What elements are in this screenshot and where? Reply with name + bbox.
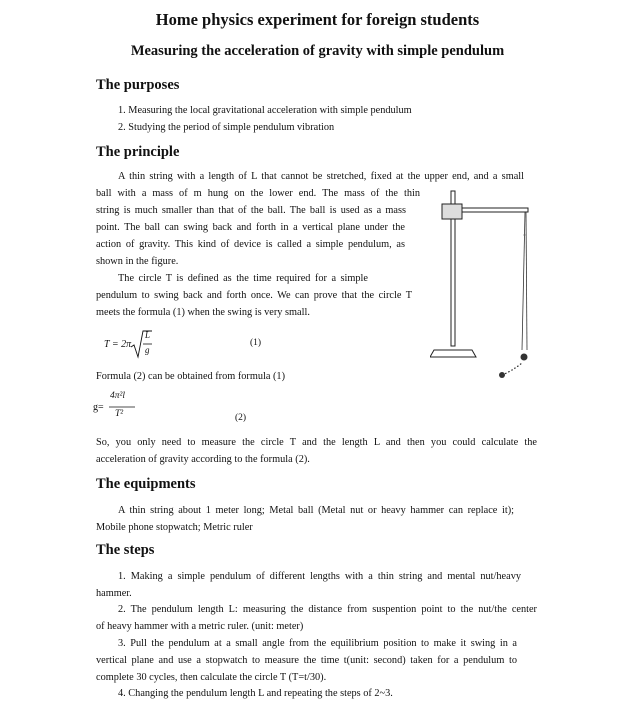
horizontal-arm bbox=[462, 208, 528, 212]
equipments-line: Mobile phone stopwatch; Metric ruler bbox=[96, 522, 253, 533]
formula-1-lhs: T = 2π bbox=[104, 339, 132, 350]
formula-1-numerator: L bbox=[145, 330, 151, 340]
principle-line: pendulum to swing back and forth once. We can prove that the circle T bbox=[96, 290, 412, 301]
document-subtitle: Measuring the acceleration of gravity with simple pendulum bbox=[130, 43, 505, 59]
step-line: vertical plane and use a stopwatch to measure the time t(unit: second) taken for a pendulum to bbox=[96, 655, 517, 666]
simple-pendulum-figure bbox=[430, 185, 550, 385]
step-line: of heavy hammer with a metric ruler. (unit: meter) bbox=[96, 621, 304, 632]
formula-1 bbox=[100, 328, 280, 364]
formula-1-denominator: g bbox=[145, 345, 150, 355]
purposes-heading: The purposes bbox=[96, 77, 180, 93]
formula-1-label: (1) bbox=[250, 338, 262, 348]
step-line: complete 30 cycles, then calculate the circle T (T=t/30). bbox=[96, 672, 327, 683]
step-line: 2. The pendulum length L: measuring the distance from suspention point to the nut/the center bbox=[118, 604, 537, 615]
stand-clamp bbox=[442, 204, 462, 219]
formula-2-intro: Formula (2) can be obtained from formula (1) bbox=[96, 371, 285, 382]
steps-heading: The steps bbox=[96, 542, 155, 558]
purpose-item: 2. Studying the period of simple pendulum vibration bbox=[118, 122, 335, 133]
principle-line: shown in the figure. bbox=[96, 256, 179, 267]
purpose-item: 1. Measuring the local gravitational acceleration with simple pendulum bbox=[118, 105, 412, 116]
step-line: hammer. bbox=[96, 588, 132, 599]
principle-line: point. The ball can swing back and forth in a vertical plane under the bbox=[96, 222, 405, 233]
formula-2-lhs: g= bbox=[93, 402, 104, 413]
formula-2-denominator: T² bbox=[115, 409, 124, 419]
conclusion-line: So, you only need to measure the circle T and the length L and then you could calculate the bbox=[96, 437, 537, 448]
formula-2 bbox=[93, 389, 293, 429]
equipments-heading: The equipments bbox=[96, 476, 196, 492]
stand-base bbox=[430, 350, 476, 357]
principle-line: A thin string with a length of L that cannot be stretched, fixed at the upper end, and a small bbox=[118, 171, 524, 182]
principle-line: string is much smaller than that of the ball. The ball is used as a mass bbox=[96, 205, 406, 216]
pendulum-string bbox=[526, 212, 527, 350]
formula-2-numerator: 4π²l bbox=[110, 391, 125, 401]
principle-line: action of gravity. This kind of device is called a simple pendulum, as bbox=[96, 239, 405, 250]
step-line: 3. Pull the pendulum at a small angle from the equilibrium position to make it swing in a bbox=[118, 638, 517, 649]
step-line: 4. Changing the pendulum length L and repeating the steps of 2~3. bbox=[118, 688, 393, 699]
equipments-line: A thin string about 1 meter long; Metal ball (Metal nut or heavy hammer can replace it); bbox=[118, 505, 514, 516]
pendulum-ball-swung bbox=[499, 372, 505, 378]
pendulum-ball bbox=[521, 354, 528, 361]
principle-line: meets the formula (1) when the swing is very small. bbox=[96, 307, 310, 318]
document-title: Home physics experiment for foreign students bbox=[155, 10, 480, 29]
step-line: 1. Making a simple pendulum of different lengths with a thin string and mental nut/heavy bbox=[118, 571, 521, 582]
principle-line: The circle T is defined as the time required for a simple bbox=[118, 273, 368, 284]
conclusion-line: acceleration of gravity according to the formula (2). bbox=[96, 454, 310, 465]
principle-heading: The principle bbox=[96, 144, 180, 160]
formula-2-label: (2) bbox=[235, 413, 247, 423]
pendulum-string bbox=[522, 212, 525, 350]
principle-line: ball with a mass of m hung on the lower end. The mass of the thin bbox=[96, 188, 420, 199]
swing-arc bbox=[502, 363, 522, 375]
